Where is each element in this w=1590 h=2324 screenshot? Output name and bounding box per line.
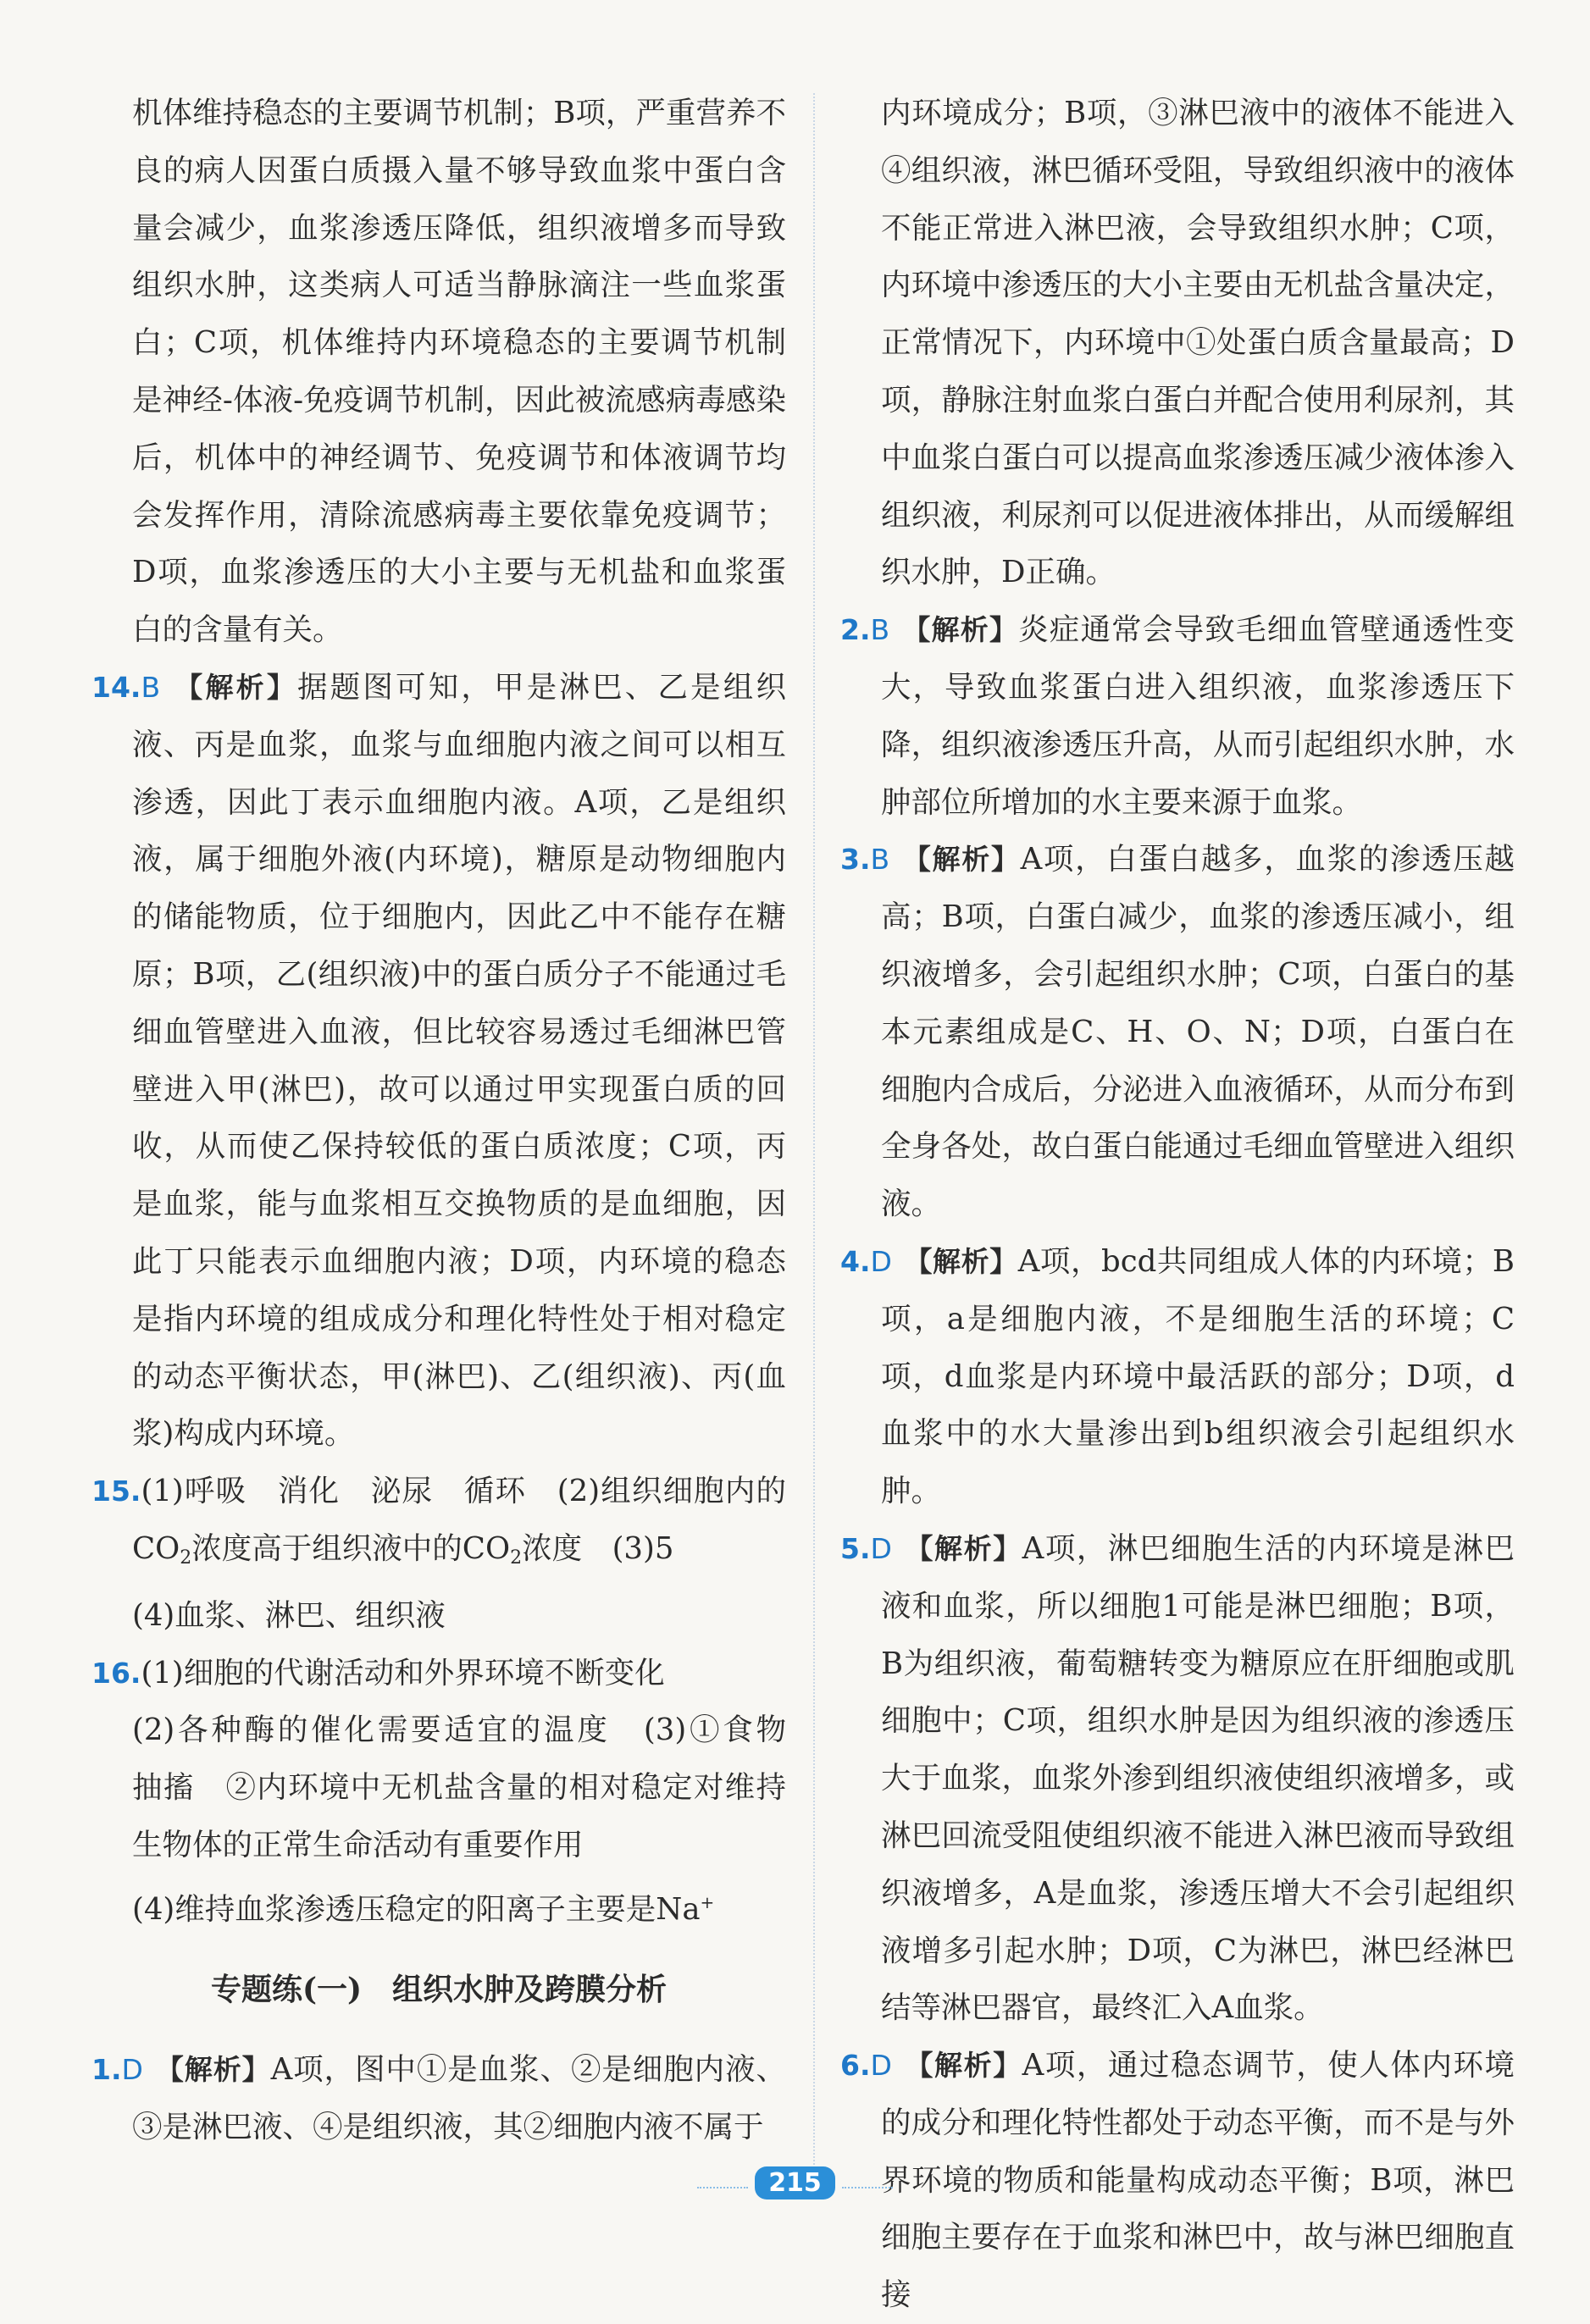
answer-letter: B xyxy=(870,843,890,877)
answer-text: (1)呼吸 消化 泌尿 循环 (2)组织细胞内的CO xyxy=(132,1474,786,1566)
footer-line-right xyxy=(842,2187,893,2188)
answer-letter: B xyxy=(141,670,161,704)
question-number: 14. xyxy=(91,670,141,704)
answer-text: (1)细胞的代谢活动和外界环境不断变化 xyxy=(141,1655,665,1690)
section-title: 专题练(一) 组织水肿及跨膜分析 xyxy=(210,1972,668,2008)
answer-text: A项，图中①是血浆、②是细胞内液、③是淋巴液、④是组织液，其②细胞内液不属于 xyxy=(132,2052,787,2144)
analysis-tag: 【解析】 xyxy=(901,843,1021,877)
question-number: 6. xyxy=(840,2049,871,2083)
answer-16-line3 xyxy=(91,1874,786,1939)
answer-letter: D xyxy=(121,2053,143,2087)
question-number: 2. xyxy=(840,613,871,647)
answer-text: A项，bcd共同组成人体的内环境；B项，a是细胞内液，不是细胞生活的环境；C项，d血浆是内环境中最活跃的部分；D项，d血浆中的水大量渗出到b组织液会引起组织水肿。 xyxy=(881,1243,1515,1509)
answer-text: (4)维持血浆渗透压稳定的阳离子主要是Na xyxy=(132,1891,701,1927)
answer-letter: D xyxy=(870,1244,892,1278)
answer-text: A项，白蛋白越多，血浆的渗透压越高；B项，白蛋白减少，血浆的渗透压减小，组织液增多，会引起组织水肿；C项，白蛋白的基本元素组成是C、H、O、N；D项，白蛋白在细胞内合成后，分泌进入血液循环，从而分布到全身各处，故白蛋白能通过毛细血管壁进入组织液。 xyxy=(881,842,1515,1222)
answer-text: 炎症通常会导致毛细血管壁通透性变大，导致血浆蛋白进入组织液，血浆渗透压下降，组织液渗透压升高，从而引起组织水肿，水肿部位所增加的水主要来源于血浆。 xyxy=(881,612,1515,820)
answer-text: 据题图可知，甲是淋巴、乙是组织液、丙是血浆，血浆与血细胞内液之间可以相互渗透，因此丁表示血细胞内液。A项，乙是组织液，属于细胞外液(内环境)，糖原是动物细胞内的储能物质，位于细胞内，因此乙中不能存在糖原；B项，乙(组织液)中的蛋白质分子不能通过毛细血管壁进入血液，但比较容易透过毛细淋巴管壁进入甲(淋巴)，故可以通过甲实现蛋白质的回收，从而使乙保持较低的蛋白质浓度；C项，丙是血浆，能与血浆相互交换物质的是血细胞，因此丁只能表示血细胞内液；D项，内环境的稳态是指内环境的组成成分和理化特性处于相对稳定的动态平衡状态，甲(淋巴)、乙(组织液)、丙(血浆)构成内环境。 xyxy=(132,669,786,1452)
special-answer-1-continuation: 内环境成分；B项，③淋巴液中的液体不能进入④组织液，淋巴循环受阻，导致组织液中的液体不能正常进入淋巴液，会导致组织水肿；C项，内环境中渗透压的大小主要由无机盐含量决定，正常情况下，内环境中①处蛋白质含量最高；D项，静脉注射血浆白蛋白并配合使用利尿剂，其中血浆白蛋白可以提高血浆渗透压减少液体渗入组织液，利尿剂可以促进液体排出，从而缓解组织水肿，D正确。 xyxy=(881,96,1515,590)
analysis-tag: 【解析】 xyxy=(154,2053,271,2087)
left-column xyxy=(91,85,817,2156)
answer-13-continuation: 机体维持稳态的主要调节机制；B项，严重营养不良的病人因蛋白质摄入量不够导致血浆中蛋白含量会减少，血浆渗透压降低，组织液增多而导致组织水肿，这类病人可适当静脉滴注一些血浆蛋白；C项，机体维持内环境稳态的主要调节机制是神经-体液-免疫调节机制，因此被流感病毒感染后，机体中的神经调节、免疫调节和体液调节均会发挥作用，清除流感病毒主要依靠免疫调节；D项，血浆渗透压的大小主要与无机盐和血浆蛋白的含量有关。 xyxy=(132,96,786,648)
page-number: 215 xyxy=(755,2166,835,2200)
answer-14 xyxy=(91,659,786,1463)
answer-15-line2: (4)血浆、淋巴、组织液 xyxy=(132,1597,446,1633)
question-number: 4. xyxy=(840,1244,871,1278)
subscript: 2 xyxy=(180,1547,192,1569)
footer-line-left xyxy=(697,2187,748,2188)
answer-text: 浓度高于组织液中的CO xyxy=(191,1530,511,1566)
answer-text: A项，淋巴细胞生活的内环境是淋巴液和血浆，所以细胞1可能是淋巴细胞；B项，B为组织液，葡萄糖转变为糖原应在肝细胞或肌细胞中；C项，组织水肿是因为组织液的渗透压大于血浆，血浆外渗到组织液使组织液增多，或淋巴回流受阻使组织液不能进入淋巴液而导致组织液增多，A是血浆，渗透压增大不会引起组织液增多引起水肿；D项，C为淋巴，淋巴经淋巴结等淋巴器官，最终汇入A血浆。 xyxy=(881,1530,1515,2026)
page-footer xyxy=(0,2166,1590,2200)
analysis-tag: 【解析】 xyxy=(903,1531,1022,1565)
answer-letter: D xyxy=(870,2049,892,2083)
answer-letter: D xyxy=(870,1531,892,1565)
question-number: 3. xyxy=(840,843,871,877)
special-answer-2 xyxy=(840,601,1515,831)
answer-16 xyxy=(91,1645,786,1702)
right-column xyxy=(840,85,1515,2324)
answer-letter: B xyxy=(870,613,890,647)
answer-15 xyxy=(91,1463,786,1587)
subscript: 2 xyxy=(510,1547,523,1569)
question-number: 1. xyxy=(91,2053,122,2087)
analysis-tag: 【解析】 xyxy=(901,613,1019,647)
analysis-tag: 【解析】 xyxy=(903,2049,1022,2083)
answer-text: 浓度 (3)5 xyxy=(522,1530,674,1566)
analysis-tag: 【解析】 xyxy=(903,1244,1018,1278)
question-number: 16. xyxy=(91,1656,141,1690)
special-answer-4 xyxy=(840,1233,1515,1520)
special-answer-3 xyxy=(840,831,1515,1233)
question-number: 5. xyxy=(840,1531,871,1565)
special-answer-5 xyxy=(840,1520,1515,2037)
answer-text: A项，通过稳态调节，使人体内环境的成分和理化特性都处于动态平衡，而不是与外界环境的物质和能量构成动态平衡；B项，淋巴细胞主要存在于血浆和淋巴中，故与淋巴细胞直接 xyxy=(881,2048,1515,2313)
question-number: 15. xyxy=(91,1475,141,1508)
analysis-tag: 【解析】 xyxy=(172,670,297,704)
special-answer-1 xyxy=(91,2041,786,2156)
column-divider xyxy=(813,93,815,2168)
answer-16-line2: (2)各种酶的催化需要适宜的温度 (3)①食物 抽搐 ②内环境中无机盐含量的相对稳定对维持生物体的正常生命活动有重要作用 xyxy=(132,1713,817,1862)
superscript: + xyxy=(700,1891,715,1912)
